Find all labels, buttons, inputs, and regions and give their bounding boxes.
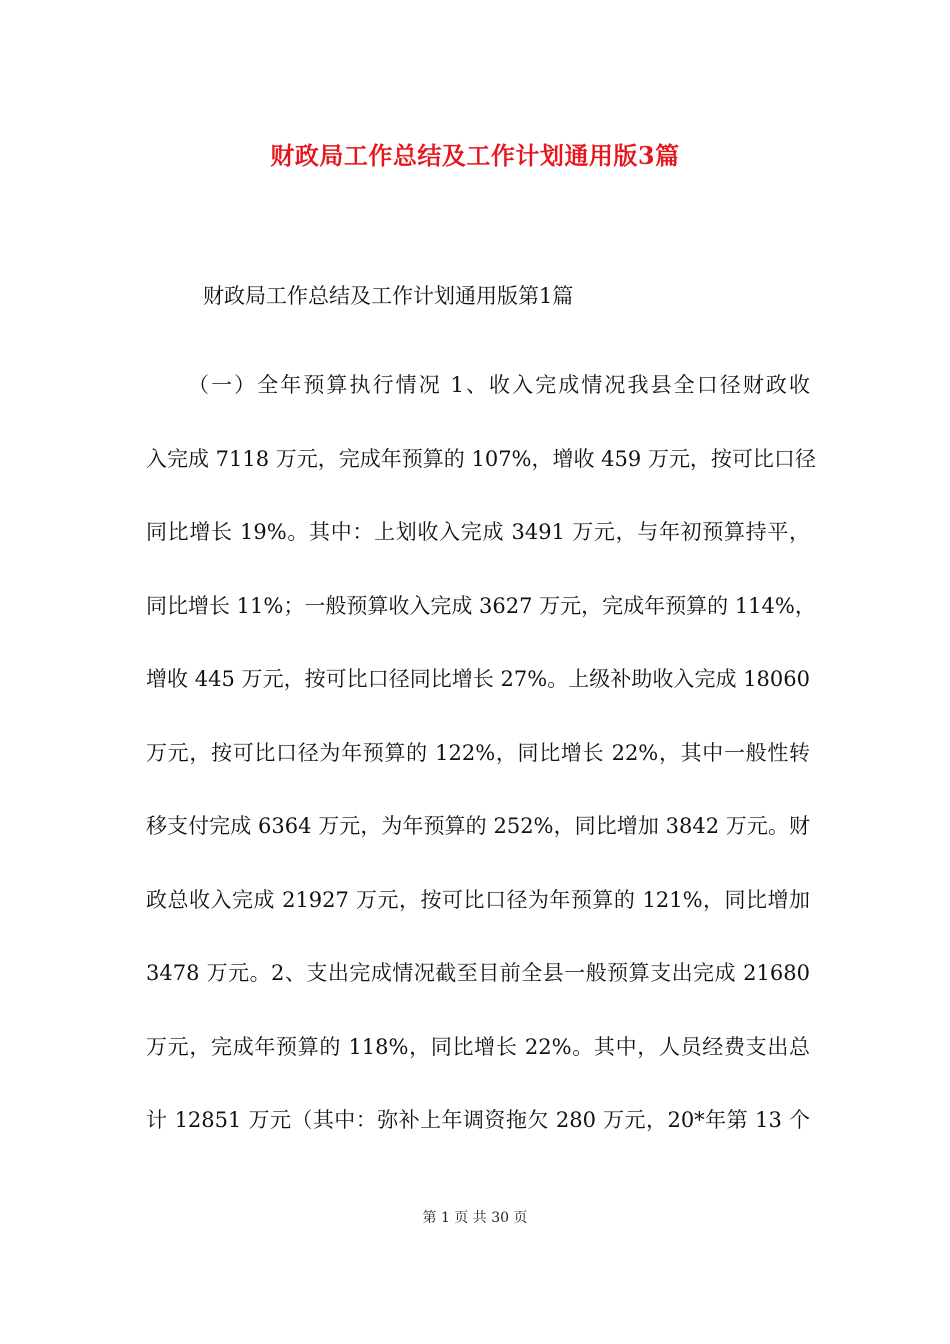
body-line: 3478 万元。2、支出完成情况截至目前全县一般预算支出完成 21680: [146, 961, 810, 985]
body-line: 增收 445 万元，按可比口径同比增长 27%。上级补助收入完成 18060: [146, 667, 810, 691]
body-line: （一）全年预算执行情况 1、收入完成情况我县全口径财政收: [188, 373, 810, 397]
body-line: 计 12851 万元（其中：弥补上年调资拖欠 280 万元，20*年第 13 个: [146, 1108, 810, 1132]
page-footer: 第 1 页 共 30 页: [422, 1210, 528, 1226]
document-title: 财政局工作总结及工作计划通用版3篇: [270, 141, 680, 170]
body-line: 政总收入完成 21927 万元，按可比口径为年预算的 121%，同比增加: [146, 887, 810, 912]
body-line: 移支付完成 6364 万元，为年预算的 252%，同比增加 3842 万元。财: [146, 814, 810, 838]
body-line: 入完成 7118 万元，完成年预算的 107%，增收 459 万元，按可比口径: [146, 446, 816, 471]
body-paragraph: [146, 349, 816, 1158]
section-subtitle: 财政局工作总结及工作计划通用版第1篇: [203, 284, 574, 308]
body-line: 同比增长 19%。其中：上划收入完成 3491 万元，与年初预算持平，: [146, 520, 810, 544]
body-line: 万元，按可比口径为年预算的 122%，同比增长 22%，其中一般性转: [146, 740, 810, 765]
body-line: 同比增长 11%；一般预算收入完成 3627 万元，完成年预算的 114%，: [146, 593, 816, 618]
body-line: 万元，完成年预算的 118%，同比增长 22%。其中，人员经费支出总: [146, 1034, 810, 1059]
